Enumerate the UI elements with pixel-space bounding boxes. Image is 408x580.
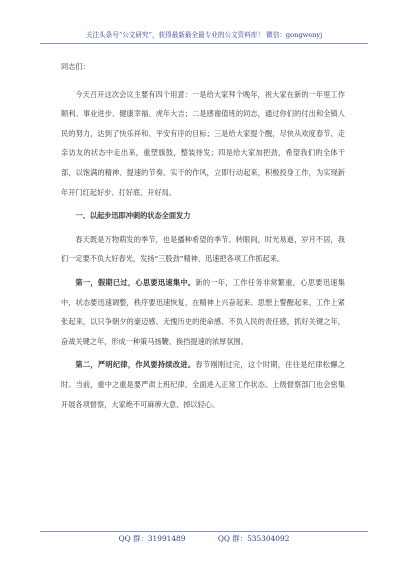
section-heading: 一、以起步迅即冲刺的状态全面发力 — [75, 211, 191, 221]
point-two-text: 春节刚刚过完，这个时期，往往是纪律松懈之时。当前，重中之重是要严肃上班纪律，全面进入正常工作状态。上级督察部门也会密集开展各项督察，大家绝不可麻痹大意、掉以轻心。 — [61, 360, 345, 409]
point-two-lead: 第二，严明纪律，作风要持续改进。 — [75, 360, 196, 370]
point-one-text: 新的一年，工作任务非常繁重，心思要迅速集中，状态要迅速调整，秩序要迅速恢复，在精神上兴奋起来、思想上警醒起来、工作上紧张起来，以只争朝夕的豪迈感、无愧历史的使命感、不负人民的责任感，抓好关键之年，奋战关键之年，形成一种策马扬鞭、换挡提速的浓厚氛围。 — [61, 277, 345, 346]
header-text: 关注头条号“公文研究”，获得最新最全最专业的公文资料库！ 微信：gongwenyj — [85, 31, 323, 39]
page-footer — [40, 531, 368, 546]
document-body — [61, 57, 345, 418]
point-two-paragraph — [61, 355, 345, 414]
greeting: 同志们： — [61, 62, 90, 71]
intro-paragraph: 今天召开这次会议主要有四个用意：一是给大家拜个晚年，祝大家在新的一年里工作顺利、事业进步、健康幸福、虎年大吉；二是感谢值班的同志，通过你们的付出和全镇人民的努力，达到了快乐祥和、平安有序的目标；三是给大家提个醒，尽快从欢度春节、走亲访友的状态中走出来，重塑旗鼓，整装待发；四是给大家加把劲，希望我们的全体干部，以饱满的精神、提速的节奏、实干的作风，立即行动起来，积极投身工作，为实现新年开门红起好步、打好底、开好局。 — [61, 89, 345, 197]
page-header — [40, 29, 368, 44]
footer-qq-group-1: QQ 群：31991489 — [118, 534, 186, 543]
footer-qq-group-2: QQ 群：535304092 — [217, 534, 290, 543]
point-one-paragraph — [61, 273, 345, 351]
section-intro-paragraph: 春天既是万物萌发的季节，也是播种希望的季节。转眼间，时光易逝，岁月不居，我们一定要不负大好春光，发扬“三股劲”精神，迅速把各项工作抓起来。 — [61, 234, 345, 264]
point-one-lead: 第一，假期已过，心思要迅速集中。 — [75, 277, 196, 287]
